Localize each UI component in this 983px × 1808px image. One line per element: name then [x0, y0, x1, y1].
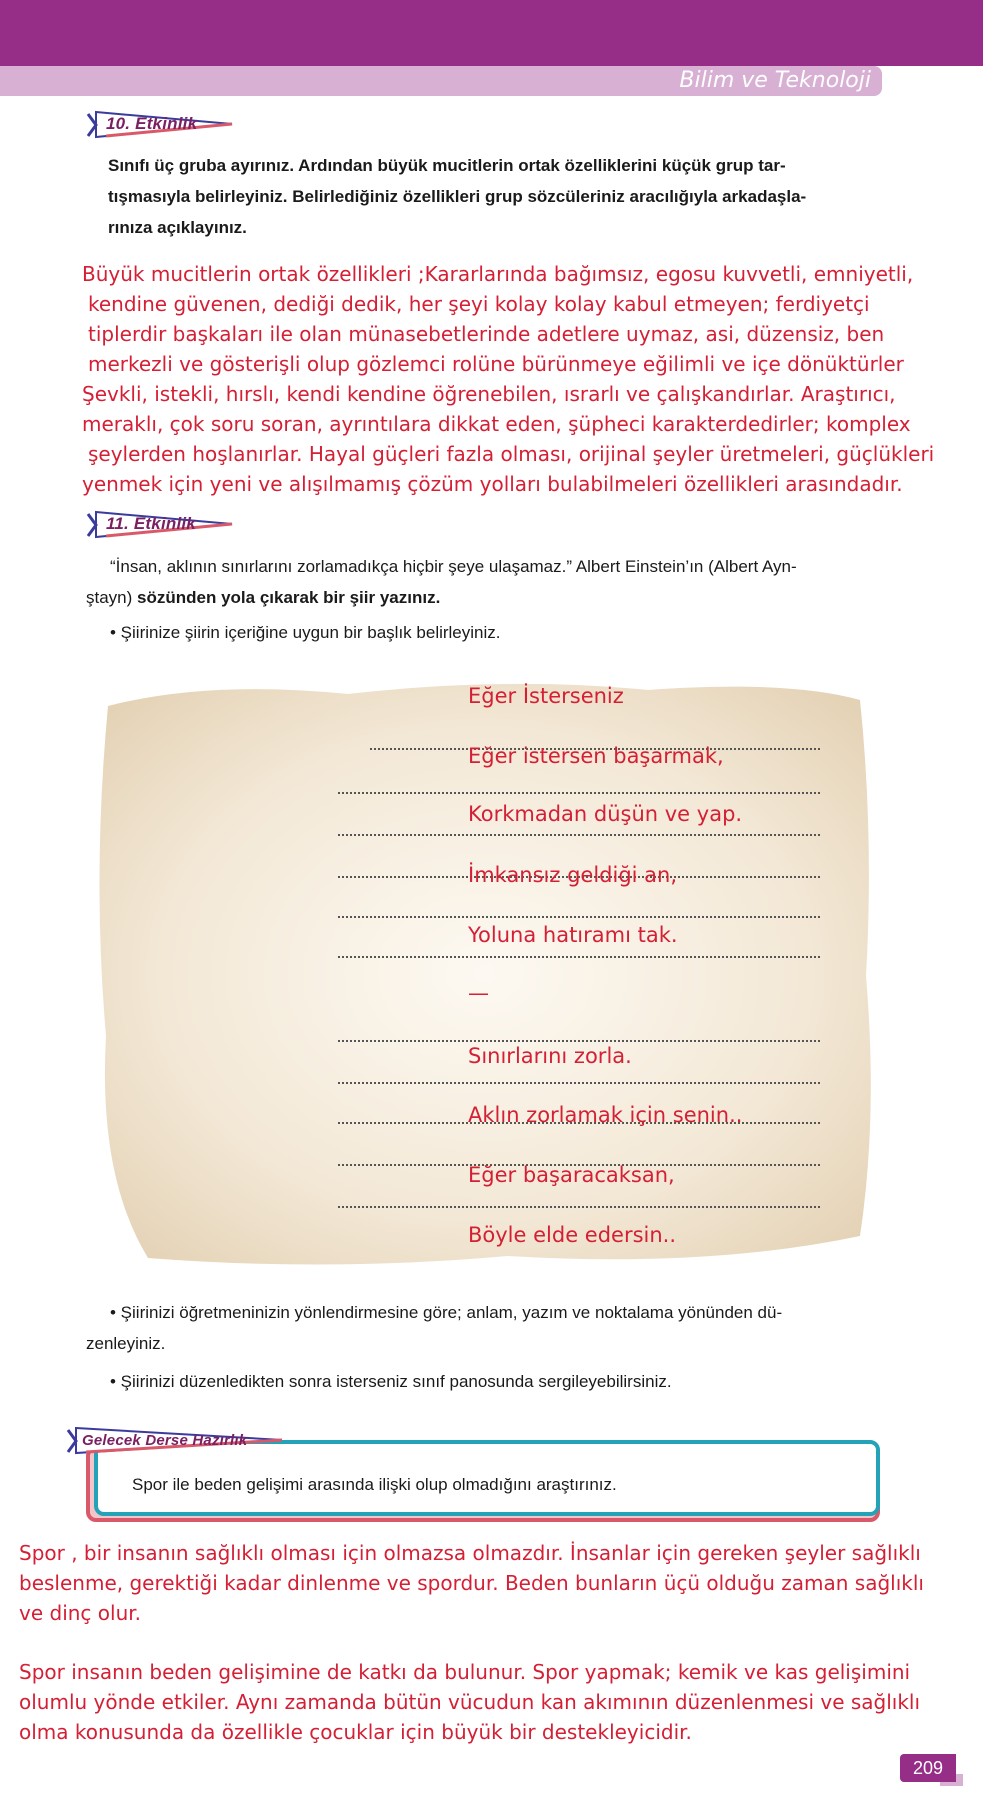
- bullet-display: • Şiirinizi düzenledikten sonra isterseniz sınıf panosunda sergileyebilirsiniz.: [110, 1372, 672, 1391]
- dotted-line: [338, 916, 820, 918]
- activity-10-answer: [82, 259, 934, 499]
- answer-line: merkezli ve gösterişli olup gözlemci rolüne bürünmeye eğilimli ve içe dönüktürler: [88, 352, 904, 376]
- answer-line: beslenme, gerektiği kadar dinlenme ve spordur. Beden bunların üçü olduğu zaman sağlıklı: [19, 1571, 924, 1595]
- dotted-line: [338, 834, 820, 836]
- poem-line: —: [468, 981, 489, 1005]
- dotted-line: [338, 1040, 820, 1042]
- answer-line: kendine güvenen, dediği dedik, her şeyi kolay kolay kabul etmeyen; ferdiyetçi: [88, 292, 870, 316]
- answer-line: ve dinç olur.: [19, 1601, 141, 1625]
- poem-line: İmkansız geldiği an,: [468, 863, 678, 887]
- prep-task: Spor ile beden gelişimi arasında ilişki olup olmadığını araştırınız.: [132, 1475, 617, 1494]
- poem-line: Eğer başaracaksan,: [468, 1163, 675, 1187]
- prep-label: Gelecek Derse Hazırlık: [82, 1432, 248, 1449]
- activity-10-tag: [86, 110, 236, 140]
- poem-line: Sınırlarını zorla.: [468, 1044, 632, 1068]
- answer-line: şeylerden hoşlanırlar. Hayal güçleri fazla olması, orijinal şeyler üretmeleri, güçlükleri: [88, 442, 935, 466]
- dotted-line: [338, 1206, 820, 1208]
- dotted-line: [338, 956, 820, 958]
- instruction-line: tışmasıyla belirleyiniz. Belirlediğiniz özellikleri grup sözcüleriniz aracılığıyla arkadaşla-: [108, 187, 807, 206]
- activity-10-instruction: [108, 150, 878, 243]
- activity-11-tag: [86, 510, 236, 540]
- answer-line: tiplerdir başkaları ile olan münasebetlerinde adetlere uymaz, asi, düzensiz, ben: [88, 322, 885, 346]
- poem-line: Eğer istersen başarmak,: [468, 744, 724, 768]
- activity-11-instruction: [86, 551, 886, 613]
- answer-line: Spor , bir insanın sağlıklı olması için olmazsa olmazdır. İnsanlar için gereken şeyler sağlıklı: [19, 1541, 921, 1565]
- dotted-line: [338, 792, 820, 794]
- poem-line: Böyle elde edersin..: [468, 1223, 677, 1247]
- page-number: 209: [900, 1754, 956, 1782]
- poem: [88, 676, 878, 1276]
- bullet-edit: [86, 1297, 886, 1359]
- instruction-line: “İnsan, aklının sınırlarını zorlamadıkça hiçbir şeye ulaşamaz.” Albert Einstein’ın (Albert Ayn-: [110, 557, 797, 576]
- section-title: Bilim ve Teknoloji: [679, 68, 871, 93]
- bullet-title: • Şiirinize şiirin içeriğine uygun bir başlık belirleyiniz.: [110, 623, 501, 642]
- instruction-bold: sözünden yola çıkarak bir şiir yazınız.: [137, 588, 441, 607]
- activity-10-label: 10. Etkinlik: [106, 114, 198, 133]
- header-bar: [0, 0, 983, 66]
- prep-tag: [66, 1426, 286, 1456]
- prep-answer-1: [19, 1538, 924, 1628]
- instruction-line: [86, 582, 886, 613]
- answer-line: yenmek için yeni ve alışılmamış çözüm yolları bulabilmeleri özellikleri arasındadır.: [82, 472, 903, 496]
- answer-line: olma konusunda da özellikle çocuklar için büyük bir destekleyicidir.: [19, 1720, 692, 1744]
- answer-line: Şevkli, istekli, hırslı, kendi kendine öğrenebilen, ısrarlı ve çalışkandırlar. Araştırıcı,: [82, 382, 896, 406]
- answer-line: olumlu yönde etkiler. Aynı zamanda bütün vücudun kan akımının düzenlenmesi ve sağlıklı: [19, 1690, 921, 1714]
- poem-title: Eğer İsterseniz: [468, 684, 624, 708]
- answer-line: Spor insanın beden gelişimine de katkı da bulunur. Spor yapmak; kemik ve kas gelişimini: [19, 1660, 911, 1684]
- poem-line: Korkmadan düşün ve yap.: [468, 802, 743, 826]
- instruction-line: rınıza açıklayınız.: [108, 218, 247, 237]
- poem-paper: [88, 676, 878, 1276]
- poem-line: Yoluna hatıramı tak.: [468, 923, 678, 947]
- dotted-line: [338, 1082, 820, 1084]
- bullet-edit-line: • Şiirinizi öğretmeninizin yönlendirmesine göre; anlam, yazım ve noktalama yönünden dü-: [110, 1303, 783, 1322]
- activity-11-label: 11. Etkinlik: [106, 514, 196, 533]
- bullet-edit-line: zenleyiniz.: [86, 1334, 166, 1353]
- answer-line: meraklı, çok soru soran, ayrıntılara dikkat eden, şüpheci karakterdedirler; komplex: [82, 412, 911, 436]
- answer-line: Büyük mucitlerin ortak özellikleri ;Kararlarında bağımsız, egosu kuvvetli, emniyetli,: [82, 262, 914, 286]
- instruction-plain: ştayn): [86, 588, 138, 607]
- instruction-line: Sınıfı üç gruba ayırınız. Ardından büyük mucitlerin ortak özelliklerini küçük grup tar-: [108, 156, 786, 175]
- poem-line: Aklın zorlamak için senin..: [468, 1103, 743, 1127]
- prep-answer-2: [19, 1657, 920, 1747]
